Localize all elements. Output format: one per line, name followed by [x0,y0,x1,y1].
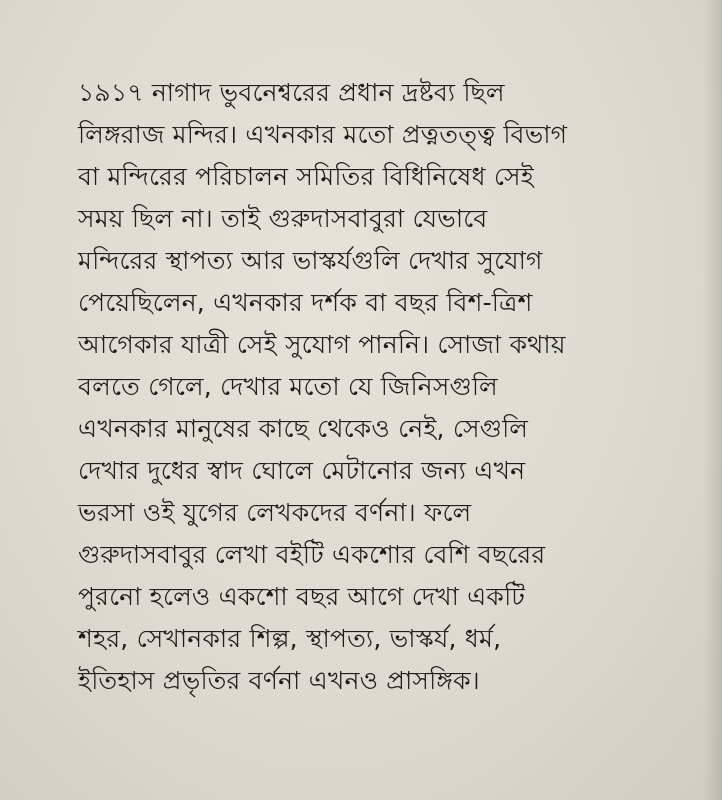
passage-text [78,72,688,702]
text-line-7: আগেকার যাত্রী সেই সুযোগ পাননি। সোজা কথায় [78,330,566,359]
text-line-2: লিঙ্গরাজ মন্দির। এখনকার মতো প্রত্নতত্ত্ব বিভাগ [78,120,568,149]
text-line-12: গুরুদাসবাবুর লেখা বইটি একশোর বেশি বছরের [78,540,546,569]
text-line-13: পুরনো হলেও একশো বছর আগে দেখা একটি [78,582,526,611]
text-line-3: বা মন্দিরের পরিচালন সমিতির বিধিনিষেধ সেই [78,162,534,191]
text-line-5: মন্দিরের স্থাপত্য আর ভাস্কর্যগুলি দেখার সুযোগ [78,246,543,275]
text-line-9: এখনকার মানুষের কাছে থেকেও নেই, সেগুলি [78,414,529,443]
text-line-14: শহর, সেখানকার শিল্প, স্থাপত্য, ভাস্কর্য, ধর্ম, [78,624,502,653]
text-line-11: ভরসা ওই যুগের লেখকদের বর্ণনা। ফলে [78,498,472,527]
text-line-15: ইতিহাস প্রভৃতির বর্ণনা এখনও প্রাসঙ্গিক। [78,666,480,695]
text-line-1: ১৯১৭ নাগাদ ভুবনেশ্বরের প্রধান দ্রষ্টব্য ছিল [78,78,505,107]
text-line-10: দেখার দুধের স্বাদ ঘোলে মেটানোর জন্য এখন [78,456,526,485]
text-line-6: পেয়েছিলেন, এখনকার দর্শক বা বছর বিশ-ত্রিশ [78,288,533,317]
text-line-4: সময় ছিল না। তাই গুরুদাসবাবুরা যেভাবে [78,204,488,233]
text-line-8: বলতে গেলে, দেখার মতো যে জিনিসগুলি [78,372,498,401]
